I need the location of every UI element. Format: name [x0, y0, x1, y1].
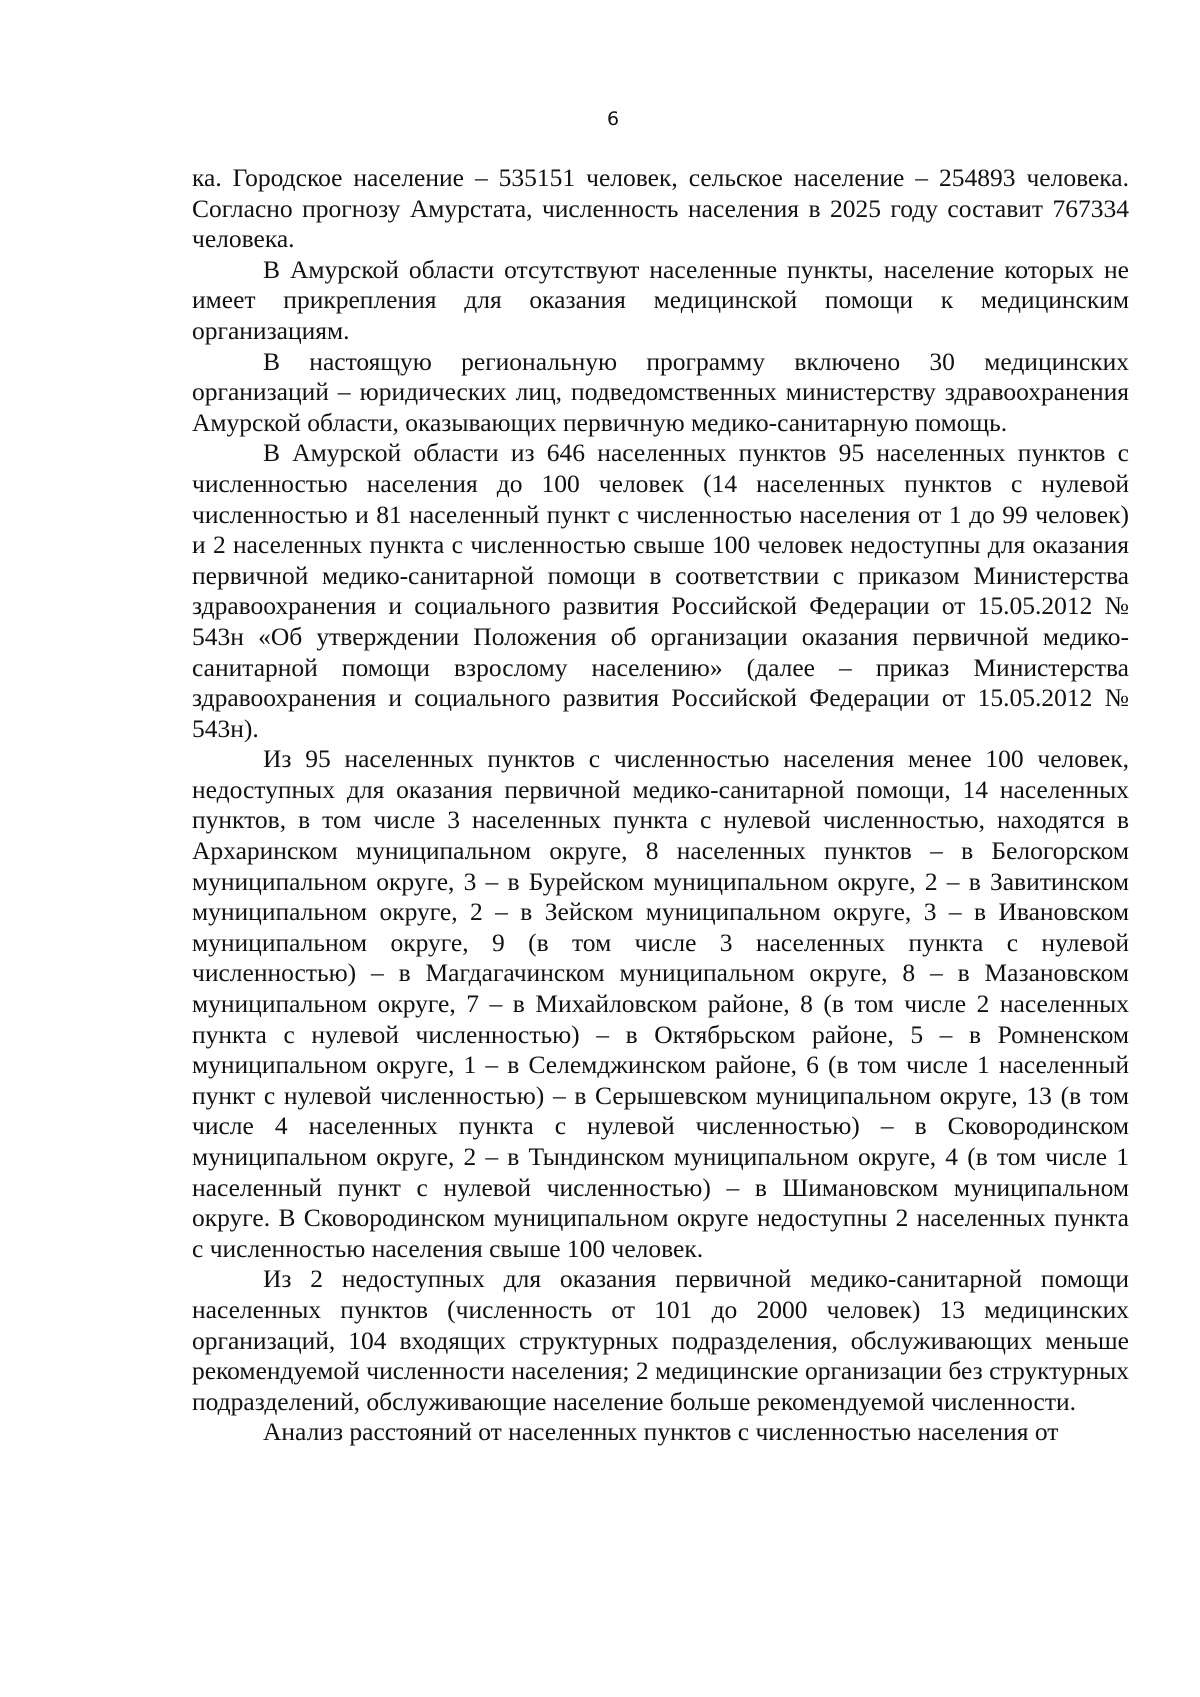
paragraph-population-continued: ка. Городское население – 535151 человек, сельское население – 254893 человека. Согласно прогнозу Амурстата, численность населения в 2025 году составит 767334 человека.	[192, 163, 1129, 254]
paragraph-structural-units: Из 2 недоступных для оказания первичной медико-санитарной помощи населенных пунктов (численность от 101 до 2000 человек) 13 медицинских организаций, 104 входящих структурных подразделения, обслуживающих меньше рекомендуемой численности населения; 2 медицинские организации без структурных подразделений, обслуживающие население больше рекомендуемой численности.	[192, 1264, 1129, 1416]
paragraph-inaccessible-settlements: В Амурской области из 646 населенных пунктов 95 населенных пунктов с численностью населения до 100 человек (14 населенных пунктов с нулевой численностью и 81 населенный пункт с численностью населения от 1 до 99 человек) и 2 населенных пункта с численностью свыше 100 человек недоступны для оказания первичной медико-санитарной помощи в соответствии с приказом Министерства здравоохранения и социального развития Российской Федерации от 15.05.2012 № 543н «Об утверждении Положения об организации оказания первичной медико-санитарной помощи взрослому населению» (далее – приказ Министерства здравоохранения и социального развития Российской Федерации от 15.05.2012 № 543н).	[192, 438, 1129, 743]
document-body	[192, 163, 1129, 1448]
paragraph-distance-analysis: Анализ расстояний от населенных пунктов с численностью населения от	[263, 1417, 1059, 1447]
paragraph-districts-breakdown: Из 95 населенных пунктов с численностью населения менее 100 человек, недоступных для оказания первичной медико-санитарной помощи, 14 населенных пунктов, в том числе 3 населенных пункта с нулевой численностью, находятся в Архаринском муниципальном округе, 8 населенных пунктов – в Белогорском муниципальном округе, 3 – в Бурейском муниципальном округе, 2 – в Завитинском муниципальном округе, 2 – в Зейском муниципальном округе, 3 – в Ивановском муниципальном округе, 9 (в том числе 3 населенных пункта с нулевой численностью) – в Магдагачинском муниципальном округе, 8 – в Мазановском муниципальном округе, 7 – в Михайловском районе, 8 (в том числе 2 населенных пункта с нулевой численностью) – в Октябрьском районе, 5 – в Ромненском муниципальном округе, 1 – в Селемджинском районе, 6 (в том числе 1 населенный пункт с нулевой численностью) – в Серышевском муниципальном округе, 13 (в том числе 4 населенных пункта с нулевой численностью) – в Сковородинском муниципальном округе, 2 – в Тындинском муниципальном округе, 4 (в том числе 1 населенный пункт с нулевой численностью) – в Шимановском муниципальном округе. В Сковородинском муниципальном округе недоступны 2 населенных пункта с численностью населения свыше 100 человек.	[192, 744, 1129, 1263]
page-number: 6	[606, 108, 620, 130]
paragraph-attachment: В Амурской области отсутствуют населенные пункты, население которых не имеет прикрепления для оказания медицинской помощи к медицинским организациям.	[192, 254, 1129, 345]
paragraph-organizations: В настоящую региональную программу включено 30 медицинских организаций – юридических лиц, подведомственных министерству здравоохранения Амурской области, оказывающих первичную медико-санитарную помощь.	[192, 346, 1129, 437]
